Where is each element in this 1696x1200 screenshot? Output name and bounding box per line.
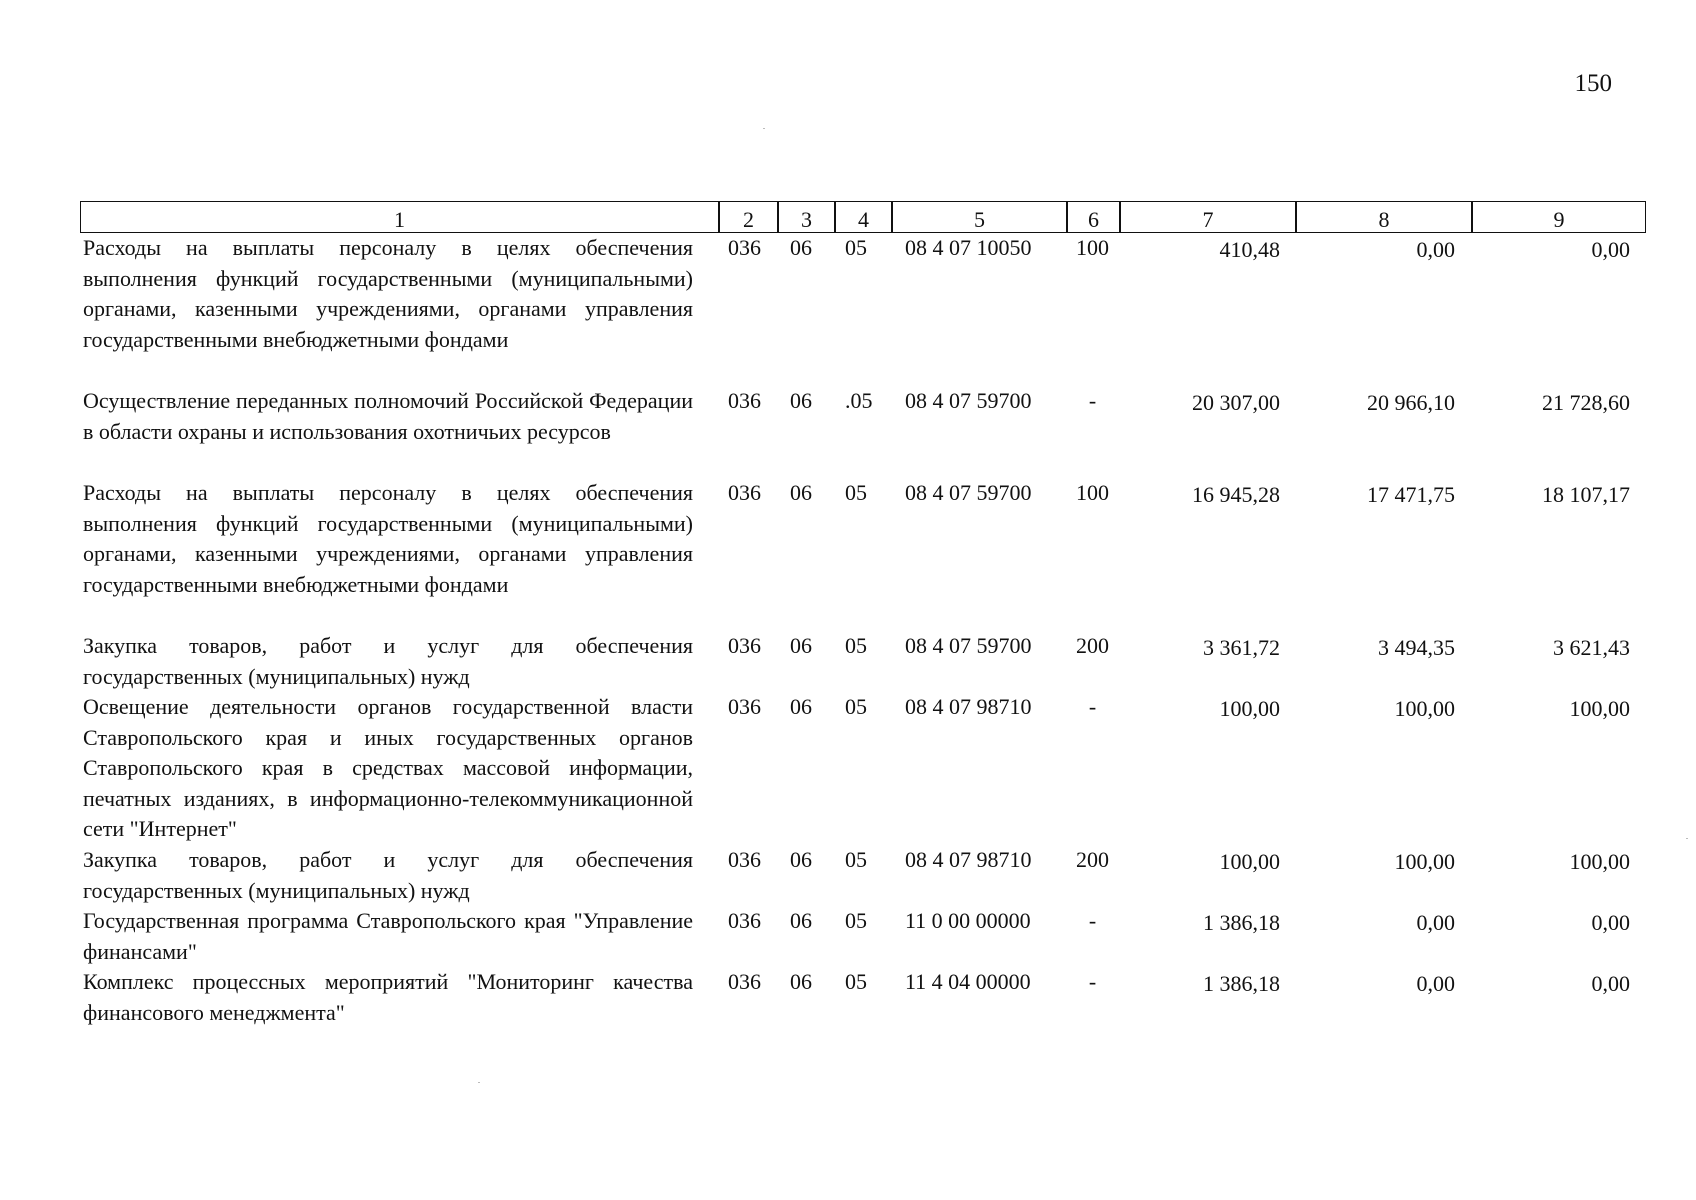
cell-col9: 3 621,43: [1553, 635, 1630, 660]
cell-col3: 06: [790, 694, 812, 719]
cell-col9: 100,00: [1569, 849, 1630, 874]
cell-col3: 06: [790, 633, 812, 658]
cell-col7: 3 361,72: [1203, 635, 1280, 660]
cell-col8: 100,00: [1394, 849, 1455, 874]
row-description: Расходы на выплаты персоналу в целях обеспечения выполнения функций государственными (муниципальными) органами, казенными учреждениями, органами управления государственными внебюджетными фондами: [83, 235, 693, 352]
cell-col6: 100: [1076, 235, 1109, 260]
header-cell-3: 3: [778, 201, 835, 233]
header-cell-8: 8: [1296, 201, 1472, 233]
cell-col9: 100,00: [1569, 696, 1630, 721]
cell-col4: 05: [845, 969, 867, 994]
cell-col9: 21 728,60: [1542, 390, 1630, 415]
cell-col7: 20 307,00: [1192, 390, 1280, 415]
cell-col5: 11 4 04 00000: [905, 969, 1031, 994]
header-cell-7: 7: [1120, 201, 1296, 233]
cell-col6: 100: [1076, 480, 1109, 505]
cell-col6: 200: [1076, 847, 1109, 872]
cell-col6: -: [1088, 694, 1097, 719]
header-cell-5: 5: [892, 201, 1067, 233]
cell-col8: 0,00: [1416, 971, 1455, 996]
cell-col7: 100,00: [1219, 696, 1280, 721]
row-description: Расходы на выплаты персоналу в целях обеспечения выполнения функций государственными (муниципальными) органами, казенными учреждениями, органами управления государственными внебюджетными фондами: [83, 480, 693, 597]
cell-col2: 036: [728, 694, 761, 719]
row-description: Осуществление переданных полномочий Российской Федерации в области охраны и использования охотничьих ресурсов: [83, 388, 693, 444]
cell-col8: 0,00: [1416, 910, 1455, 935]
cell-col9: 0,00: [1591, 237, 1630, 262]
table-header: [80, 201, 1646, 233]
page-number: 150: [1574, 70, 1612, 97]
cell-col7: 16 945,28: [1192, 482, 1280, 507]
cell-col3: 06: [790, 235, 812, 260]
header-cell-2: 2: [719, 201, 778, 233]
cell-col3: 06: [790, 847, 812, 872]
cell-col2: 036: [728, 235, 761, 260]
header-cell-4: 4: [835, 201, 892, 233]
cell-col8: 17 471,75: [1367, 482, 1455, 507]
scan-speck: [478, 1082, 480, 1083]
cell-col5: 08 4 07 59700: [905, 480, 1032, 505]
cell-col2: 036: [728, 908, 761, 933]
cell-col4: 05: [845, 480, 867, 505]
cell-col8: 3 494,35: [1378, 635, 1455, 660]
cell-col8: 100,00: [1394, 696, 1455, 721]
cell-col4: 05: [845, 633, 867, 658]
cell-col9: 0,00: [1591, 910, 1630, 935]
header-cell-6: 6: [1067, 201, 1120, 233]
cell-col4: 05: [845, 235, 867, 260]
cell-col2: 036: [728, 388, 761, 413]
header-cell-1: 1: [80, 201, 719, 233]
cell-col5: 08 4 07 59700: [905, 633, 1032, 658]
cell-col5: 11 0 00 00000: [905, 908, 1031, 933]
cell-col6: 200: [1076, 633, 1109, 658]
row-description: Закупка товаров, работ и услуг для обеспечения государственных (муниципальных) нужд: [83, 633, 693, 689]
cell-col5: 08 4 07 98710: [905, 694, 1032, 719]
cell-col3: 06: [790, 908, 812, 933]
cell-col4: 05: [845, 908, 867, 933]
cell-col3: 06: [790, 388, 812, 413]
row-description: Комплекс процессных мероприятий "Мониторинг качества финансового менеджмента": [83, 969, 693, 1025]
cell-col9: 0,00: [1591, 971, 1630, 996]
row-description: Освещение деятельности органов государственной власти Ставропольского края и иных государственных органов Ставропольского края в средствах массовой информации, печатных изданиях, в информационно-телекоммуникационной сети "Интернет": [83, 694, 693, 841]
header-cell-9: 9: [1472, 201, 1646, 233]
cell-col6: -: [1088, 908, 1097, 933]
cell-col4: 05: [845, 847, 867, 872]
cell-col7: 1 386,18: [1203, 910, 1280, 935]
cell-col2: 036: [728, 480, 761, 505]
cell-col2: 036: [728, 633, 761, 658]
cell-col3: 06: [790, 480, 812, 505]
row-description: Государственная программа Ставропольского края "Управление финансами": [83, 908, 693, 964]
cell-col5: 08 4 07 98710: [905, 847, 1032, 872]
cell-col8: 0,00: [1416, 237, 1455, 262]
cell-col4: .05: [845, 388, 873, 413]
cell-col7: 1 386,18: [1203, 971, 1280, 996]
cell-col2: 036: [728, 847, 761, 872]
cell-col5: 08 4 07 10050: [905, 235, 1032, 260]
cell-col5: 08 4 07 59700: [905, 388, 1032, 413]
cell-col7: 100,00: [1219, 849, 1280, 874]
row-description: Закупка товаров, работ и услуг для обеспечения государственных (муниципальных) нужд: [83, 847, 693, 903]
scan-speck: [1686, 838, 1688, 839]
cell-col6: -: [1088, 969, 1097, 994]
cell-col9: 18 107,17: [1542, 482, 1630, 507]
scan-speck: [763, 128, 765, 129]
cell-col2: 036: [728, 969, 761, 994]
cell-col4: 05: [845, 694, 867, 719]
cell-col6: -: [1088, 388, 1097, 413]
cell-col8: 20 966,10: [1367, 390, 1455, 415]
cell-col3: 06: [790, 969, 812, 994]
cell-col7: 410,48: [1219, 237, 1280, 262]
